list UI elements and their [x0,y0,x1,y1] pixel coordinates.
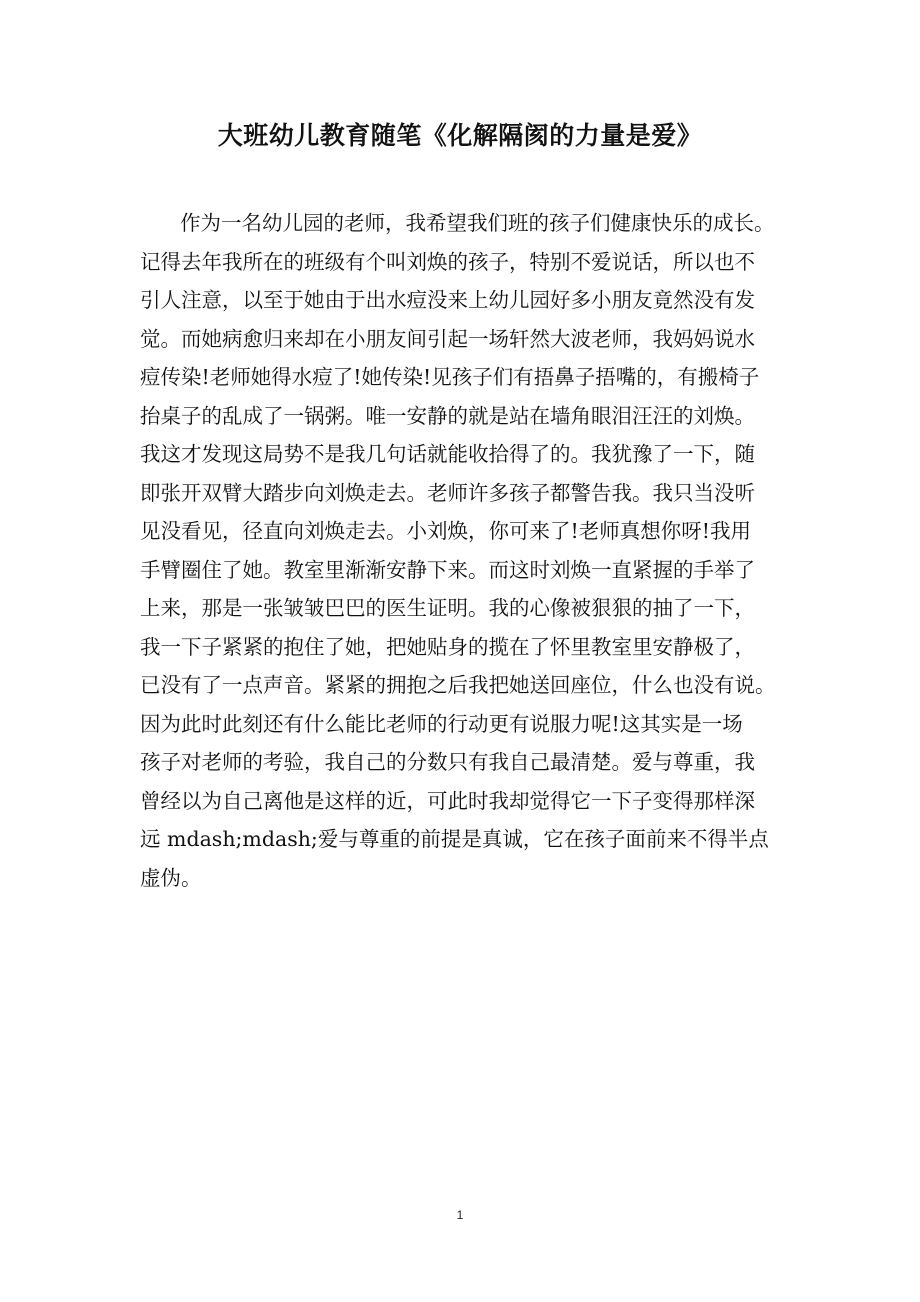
text-line: 记得去年我所在的班级有个叫刘焕的孩子，特别不爱说话，所以也不 [140,249,755,274]
text-line: 因为此时此刻还有什么能比老师的行动更有说服力呢!这其实是一场 [140,711,743,736]
text-line: 抬桌子的乱成了一锅粥。唯一安静的就是站在墙角眼泪汪汪的刘焕。 [140,403,755,428]
text-line: 作为一名幼儿园的老师，我希望我们班的孩子们健康快乐的成长。 [180,211,775,235]
text-line: 觉。而她病愈归来却在小朋友间引起一场轩然大波老师，我妈妈说水 [140,326,755,351]
text-line: 曾经以为自己离他是这样的近，可此时我却觉得它一下子变得那样深 [140,788,755,813]
text-line: 引人注意，以至于她由于出水痘没来上幼儿园好多小朋友竟然没有发 [140,288,755,312]
text-line: 我一下子紧紧的抱住了她，把她贴身的揽在了怀里教室里安静极了， [140,634,755,659]
text-line: 已没有了一点声音。紧紧的拥抱之后我把她送回座位，什么也没有说。 [140,673,776,697]
page-number: 1 [456,1208,464,1222]
text-line: 痘传染!老师她得水痘了!她传染!见孩子们有捂鼻子捂嘴的，有搬椅子 [140,365,760,389]
text-line: 手臂圈住了她。教室里渐渐安静下来。而这时刘焕一直紧握的手举了 [140,557,755,582]
text-line: 虚伪。 [140,865,202,890]
text-line: 即张开双臂大踏步向刘焕走去。老师许多孩子都警告我。我只当没听 [140,480,755,505]
text-line: 远 mdash;mdash;爱与尊重的前提是真诚，它在孩子面前来不得半点 [140,827,769,851]
text-line: 见没看见，径直向刘焕走去。小刘焕，你可来了!老师真想你呀!我用 [140,519,751,543]
body-text [140,204,780,897]
text-line: 我这才发现这局势不是我几句话就能收拾得了的。我犹豫了一下，随 [140,442,755,466]
text-line: 上来，那是一张皱皱巴巴的医生证明。我的心像被狠狠的抽了一下， [140,596,755,620]
text-line: 孩子对老师的考验，我自己的分数只有我自己最清楚。爱与尊重，我 [140,750,755,774]
page-title: 大班幼儿教育随笔《化解隔阂的力量是爱》 [217,121,703,150]
